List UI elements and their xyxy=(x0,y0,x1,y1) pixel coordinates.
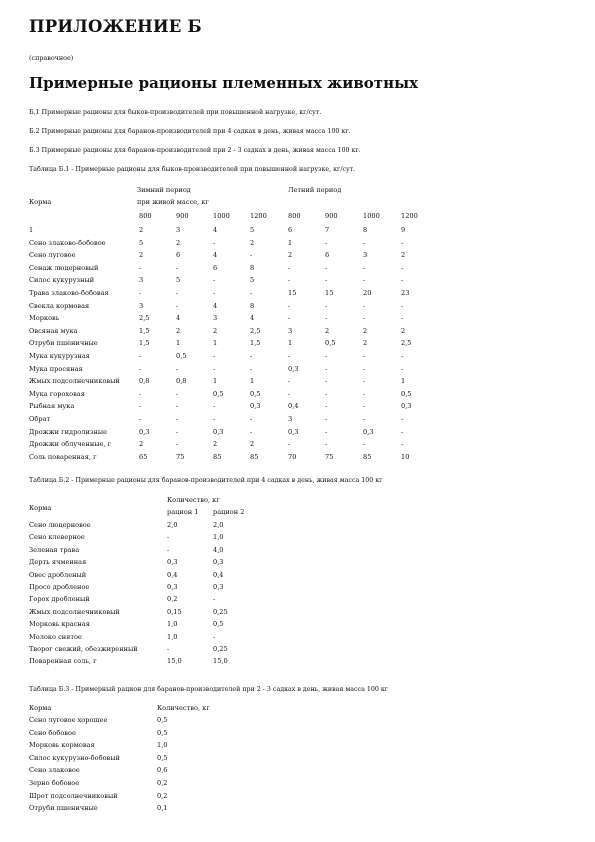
row-value: 2,5 xyxy=(250,326,261,335)
row-value: 1,0 xyxy=(167,632,178,641)
row-value: - xyxy=(288,389,291,398)
row-value: - xyxy=(401,440,404,449)
table1-mass-6: 1000 xyxy=(363,212,380,220)
row-value: 0,3 xyxy=(250,402,261,411)
row-value: - xyxy=(363,314,366,323)
row-value: 2 xyxy=(288,251,293,260)
row-value: 2 xyxy=(250,440,255,449)
row-value: - xyxy=(176,415,179,423)
row-value: - xyxy=(325,415,328,423)
row-value: - xyxy=(213,352,216,360)
row-value: - xyxy=(250,415,253,423)
row-value: - xyxy=(363,238,366,247)
row-value: 85 xyxy=(250,452,259,461)
row-value: - xyxy=(401,263,404,272)
row-value: - xyxy=(363,389,366,398)
row-value: 0,3 xyxy=(213,558,224,567)
row-label: Сено клеверное xyxy=(29,533,85,542)
row-value: - xyxy=(363,352,366,360)
row-value: - xyxy=(401,427,404,436)
row-label: Силос кукурузный xyxy=(29,276,95,285)
row-label: Молоко снятое xyxy=(29,632,82,641)
row-value: - xyxy=(250,364,253,373)
table1-mass-header: при живой массе, кг xyxy=(137,198,209,206)
row-value: 2,5 xyxy=(139,314,150,323)
row-value: - xyxy=(213,289,216,297)
row-value: 65 xyxy=(139,452,148,461)
row-label: Соль поваренная, г xyxy=(29,452,97,461)
table-row xyxy=(29,779,279,791)
appendix-title: ПРИЛОЖЕНИЕ Б xyxy=(29,17,202,36)
row-value: - xyxy=(363,301,366,310)
row-label: Морковь красная xyxy=(29,620,90,629)
paragraph-b1: Б.1 Примерные рационы для быков-производителей при повышенной нагрузке, кг/сут. xyxy=(29,109,322,116)
row-value: - xyxy=(363,276,366,285)
row-value: 0,5 xyxy=(157,716,168,724)
table-row xyxy=(29,239,569,251)
table-row xyxy=(29,390,569,402)
row-value: 1,5 xyxy=(139,339,150,348)
row-value: - xyxy=(325,427,328,436)
row-value: 3 xyxy=(363,251,368,260)
row-label: Овсяная мука xyxy=(29,326,78,335)
row-label: Мука кукурузная xyxy=(29,352,90,360)
row-value: 1,0 xyxy=(157,741,168,750)
row-value: 0,3 xyxy=(401,402,412,411)
table-row xyxy=(29,453,569,465)
row-value: 10 xyxy=(401,452,410,461)
row-value: 0,1 xyxy=(157,804,168,813)
row-value: 2,5 xyxy=(401,339,412,348)
row-value: - xyxy=(250,352,253,360)
row-value: - xyxy=(139,352,142,360)
table-row xyxy=(29,377,569,389)
row-value: 1 xyxy=(288,238,293,247)
row-value: - xyxy=(401,314,404,323)
row-value: 5 xyxy=(139,238,144,247)
row-label: Сено злаковое xyxy=(29,766,80,775)
table-row xyxy=(29,440,569,452)
table-row xyxy=(29,314,569,326)
row-label: Отруби пшеничные xyxy=(29,804,98,813)
row-label: Силос кукурузно-бобовый xyxy=(29,753,120,762)
section-heading: Примерные рационы племенных животных xyxy=(29,74,419,92)
row-label: Шрот подсолнечниковый xyxy=(29,791,118,800)
row-value: 2 xyxy=(250,238,255,247)
row-value: - xyxy=(250,289,253,297)
row-value: 0,5 xyxy=(157,753,168,762)
row-label: Овес дробленый xyxy=(29,570,87,579)
row-value: 0,4 xyxy=(288,402,299,411)
row-value: - xyxy=(176,364,179,373)
row-value: - xyxy=(213,402,216,411)
row-value: 4 xyxy=(213,251,218,260)
table-row xyxy=(29,571,329,583)
row-value: 0,6 xyxy=(157,766,168,775)
row-value: 1 xyxy=(401,377,406,386)
table1-mass-5: 900 xyxy=(325,212,338,220)
table2-caption: Таблица Б.2 - Примерные рационы для баранов-производителей при 4 садках в день, живая масса 100 кг xyxy=(29,477,383,484)
row-value: - xyxy=(176,427,179,436)
row-label: Отруби пшеничные xyxy=(29,339,98,348)
row-value: - xyxy=(139,389,142,398)
row-value: 2 xyxy=(176,326,181,335)
row-value: 3 xyxy=(139,301,144,310)
row-value: 0,15 xyxy=(167,607,182,616)
row-value: - xyxy=(401,276,404,285)
row-value: 6 xyxy=(325,251,330,260)
row-value: - xyxy=(213,415,216,423)
row-label: Рыбная мука xyxy=(29,402,75,411)
row-value: 0,3 xyxy=(288,364,299,373)
row-value: 1,0 xyxy=(167,620,178,629)
table2 xyxy=(29,496,329,676)
row-value: 6 xyxy=(213,263,218,272)
row-value: 2,0 xyxy=(167,521,178,529)
table3 xyxy=(29,704,279,824)
row-value: 1,5 xyxy=(250,339,261,348)
table1-mass-3: 1200 xyxy=(250,212,267,220)
table-row xyxy=(29,415,569,427)
row-label: Жмых подсолнечниковый xyxy=(29,377,120,386)
table-row xyxy=(29,302,569,314)
table-row xyxy=(29,402,569,414)
row-value: 0,3 xyxy=(213,583,224,591)
row-value: 75 xyxy=(325,452,334,461)
row-value: - xyxy=(325,263,328,272)
row-value: - xyxy=(325,440,328,449)
row-value: 0,3 xyxy=(167,558,178,567)
table1-feed-header: Корма xyxy=(29,198,52,206)
row-label: Творог свежий, обезжиренный xyxy=(29,645,138,653)
row-value: - xyxy=(288,276,291,285)
row-value: 0,5 xyxy=(213,389,224,398)
row-label: Трава злаково-бобовая xyxy=(29,289,109,297)
row-value: 0,5 xyxy=(176,352,187,360)
row-value: - xyxy=(250,251,253,260)
row-value: 1 xyxy=(176,339,181,348)
row-value: 0,4 xyxy=(167,570,178,579)
row-value: - xyxy=(401,364,404,373)
row-value: 0,25 xyxy=(213,645,228,653)
table3-caption: Таблица Б.3 - Примерный рацион для баранов-производителей при 2 - 3 садках в день, живая масса 100 кг xyxy=(29,686,389,693)
row-value: 2 xyxy=(139,251,144,260)
row-value: 2 xyxy=(401,251,406,260)
row-value: 3 xyxy=(288,415,293,423)
row-value: 1 xyxy=(250,377,255,386)
table2-col-ration1: рацион 1 xyxy=(167,508,199,516)
row-value: - xyxy=(325,364,328,373)
row-value: 2 xyxy=(213,440,218,449)
row-value: - xyxy=(325,389,328,398)
row-value: - xyxy=(176,440,179,449)
row-value: 4 xyxy=(176,314,181,323)
paragraph-b3: Б.3 Примерные рационы для баранов-производителей при 2 - 3 садках в день, живая масса 100 кг. xyxy=(29,147,361,154)
table-row xyxy=(29,645,329,657)
row-label: Сено бобовое xyxy=(29,728,76,737)
table-row xyxy=(29,620,329,632)
row-label: Сенаж люцерновый xyxy=(29,263,99,272)
table-row xyxy=(29,365,569,377)
row-value: - xyxy=(325,377,328,386)
table-row xyxy=(29,251,569,263)
row-value: 2,0 xyxy=(213,521,224,529)
row-value: 5 xyxy=(250,276,255,285)
table-row xyxy=(29,583,329,595)
row-label: Свекла кормовая xyxy=(29,301,90,310)
table-row xyxy=(29,264,569,276)
row-value: - xyxy=(325,238,328,247)
table1-mass-4: 800 xyxy=(288,212,301,220)
row-value: 0,5 xyxy=(325,339,336,348)
table1-summer-header: Летний период xyxy=(288,186,342,194)
row-value: - xyxy=(288,440,291,449)
row-value: - xyxy=(401,415,404,423)
row-value: 5 xyxy=(176,276,181,285)
row-value: 6 xyxy=(288,226,293,234)
row-value: 0,8 xyxy=(176,377,187,386)
table-row xyxy=(29,339,569,351)
row-value: 3 xyxy=(213,314,218,323)
row-value: - xyxy=(325,352,328,360)
row-value: 1 xyxy=(213,377,218,386)
row-value: - xyxy=(213,595,216,604)
table-row xyxy=(29,657,329,669)
table-row xyxy=(29,226,569,238)
row-value: 4 xyxy=(213,301,218,310)
row-value: 1 xyxy=(288,339,293,348)
row-value: 2 xyxy=(401,326,406,335)
row-value: - xyxy=(139,402,142,411)
row-label: Обрат xyxy=(29,415,51,423)
table1-winter-header: Зимний период xyxy=(137,186,191,194)
row-value: 0,8 xyxy=(139,377,150,386)
row-label: Горох дробленый xyxy=(29,595,90,604)
table-row xyxy=(29,754,279,766)
row-label: Сено люцерновое xyxy=(29,521,91,529)
row-value: - xyxy=(250,427,253,436)
row-value: - xyxy=(139,415,142,423)
row-value: 0,2 xyxy=(157,791,168,800)
row-value: - xyxy=(213,276,216,285)
row-label: Зерно бобовое xyxy=(29,779,80,787)
row-value: 2 xyxy=(176,238,181,247)
row-value: 0,4 xyxy=(213,570,224,579)
row-value: - xyxy=(363,364,366,373)
row-value: 0,5 xyxy=(401,389,412,398)
table2-col-ration2: рацион 2 xyxy=(213,508,245,516)
table-row xyxy=(29,558,329,570)
table-row xyxy=(29,327,569,339)
row-value: 0,3 xyxy=(167,583,178,591)
row-value: 85 xyxy=(363,452,372,461)
row-label: Просо дробленое xyxy=(29,583,90,591)
table-row xyxy=(29,276,569,288)
table1-mass-2: 1000 xyxy=(213,212,230,220)
row-value: - xyxy=(288,263,291,272)
table1-mass-7: 1200 xyxy=(401,212,418,220)
table-row xyxy=(29,729,279,741)
table-row xyxy=(29,608,329,620)
row-value: - xyxy=(288,352,291,360)
row-value: 15 xyxy=(325,289,334,297)
row-value: 0,5 xyxy=(157,728,168,737)
row-value: 0,3 xyxy=(139,427,150,436)
row-value: 15 xyxy=(288,289,297,297)
row-value: 1,5 xyxy=(139,326,150,335)
row-label: Морковь xyxy=(29,314,60,323)
row-label: Дерть ячменная xyxy=(29,558,87,567)
row-value: - xyxy=(363,377,366,386)
row-value: - xyxy=(325,314,328,323)
row-label: Дрожжи гидролизные xyxy=(29,427,107,436)
row-value: 5 xyxy=(250,226,255,234)
row-label: Дрожжи облученные, г xyxy=(29,440,112,449)
table-row xyxy=(29,533,329,545)
row-label: Зеленая трава xyxy=(29,545,80,554)
row-label: Поваренная соль, г xyxy=(29,657,97,666)
row-value: 15,0 xyxy=(167,657,182,666)
row-value: 20 xyxy=(363,289,372,297)
appendix-note: (справочное) xyxy=(29,54,74,62)
row-value: - xyxy=(288,314,291,323)
row-value: 23 xyxy=(401,289,410,297)
row-value: 70 xyxy=(288,452,297,461)
row-value: 0,25 xyxy=(213,607,228,616)
row-label: Сено луговое хорошее xyxy=(29,716,108,724)
row-value: 0,3 xyxy=(213,427,224,436)
table2-feed-header: Корма xyxy=(29,504,52,512)
table1 xyxy=(29,186,569,466)
row-value: - xyxy=(167,545,170,554)
table1-caption: Таблица Б.1 - Примерные рационы для быков-производителей при повышенной нагрузке, кг/сут. xyxy=(29,166,356,173)
row-value: 3 xyxy=(288,326,293,335)
row-value: - xyxy=(176,263,179,272)
row-value: 0,3 xyxy=(288,427,299,436)
table3-qty-header: Количество, кг xyxy=(157,704,210,712)
row-value: 2 xyxy=(139,226,144,234)
table-row xyxy=(29,289,569,301)
table-row xyxy=(29,766,279,778)
table-row xyxy=(29,741,279,753)
row-value: - xyxy=(213,364,216,373)
row-value: 15,0 xyxy=(213,657,228,666)
row-value: 2 xyxy=(363,339,368,348)
row-label: Сено злаково-бобовое xyxy=(29,238,106,247)
row-value: - xyxy=(401,238,404,247)
row-label: Сено луговое xyxy=(29,251,76,260)
table-row xyxy=(29,804,279,816)
row-value: 4 xyxy=(213,226,218,234)
row-value: 2 xyxy=(363,326,368,335)
row-value: - xyxy=(139,364,142,373)
row-value: 7 xyxy=(325,226,330,234)
row-value: 4 xyxy=(250,314,255,323)
row-value: 3 xyxy=(139,276,144,285)
row-value: - xyxy=(167,645,170,653)
row-value: - xyxy=(176,389,179,398)
row-value: - xyxy=(176,289,179,297)
table-row xyxy=(29,428,569,440)
row-value: 1,0 xyxy=(213,533,224,542)
row-value: 8 xyxy=(363,226,368,234)
row-value: 6 xyxy=(176,251,181,260)
row-value: - xyxy=(363,415,366,423)
row-value: 8 xyxy=(250,301,255,310)
row-value: - xyxy=(288,377,291,386)
row-value: - xyxy=(325,301,328,310)
table-row xyxy=(29,546,329,558)
row-value: 3 xyxy=(176,226,181,234)
row-value: - xyxy=(363,263,366,272)
row-value: 2 xyxy=(213,326,218,335)
row-value: - xyxy=(139,263,142,272)
row-value: 4,0 xyxy=(213,545,224,554)
row-value: 2 xyxy=(139,440,144,449)
row-value: - xyxy=(325,402,328,411)
table1-mass-1: 900 xyxy=(176,212,189,220)
row-value: 9 xyxy=(401,226,406,234)
row-value: 85 xyxy=(213,452,222,461)
row-value: - xyxy=(213,632,216,641)
table-row xyxy=(29,595,329,607)
row-value: 0,2 xyxy=(167,595,178,604)
row-value: 0,2 xyxy=(157,779,168,787)
table-row xyxy=(29,521,329,533)
row-value: - xyxy=(213,238,216,247)
row-value: 75 xyxy=(176,452,185,461)
row-label: 1 xyxy=(29,226,34,234)
row-value: 0,5 xyxy=(250,389,261,398)
row-value: - xyxy=(363,402,366,411)
row-value: 1 xyxy=(213,339,218,348)
row-value: - xyxy=(139,289,142,297)
table-row xyxy=(29,352,569,364)
row-value: - xyxy=(401,301,404,310)
table1-mass-0: 800 xyxy=(139,212,152,220)
paragraph-b2: Б.2 Примерные рационы для баранов-производителей при 4 садках в день, живая масса 100 кг. xyxy=(29,128,351,135)
row-label: Морковь кормовая xyxy=(29,741,95,750)
table2-qty-header: Количество, кг xyxy=(167,496,220,504)
row-value: - xyxy=(325,276,328,285)
table-row xyxy=(29,792,279,804)
row-value: 8 xyxy=(250,263,255,272)
row-value: - xyxy=(167,533,170,542)
row-label: Мука гороховая xyxy=(29,389,85,398)
row-value: - xyxy=(288,301,291,310)
row-value: - xyxy=(401,352,404,360)
table-row xyxy=(29,633,329,645)
row-label: Мука просяная xyxy=(29,364,83,373)
row-value: 0,5 xyxy=(213,620,224,629)
row-label: Жмых подсолнечниковый xyxy=(29,607,120,616)
row-value: 0,3 xyxy=(363,427,374,436)
row-value: - xyxy=(176,402,179,411)
row-value: 2 xyxy=(325,326,330,335)
table-row xyxy=(29,716,279,728)
row-value: - xyxy=(176,301,179,310)
table3-feed-header: Корма xyxy=(29,704,52,712)
row-value: - xyxy=(363,440,366,449)
